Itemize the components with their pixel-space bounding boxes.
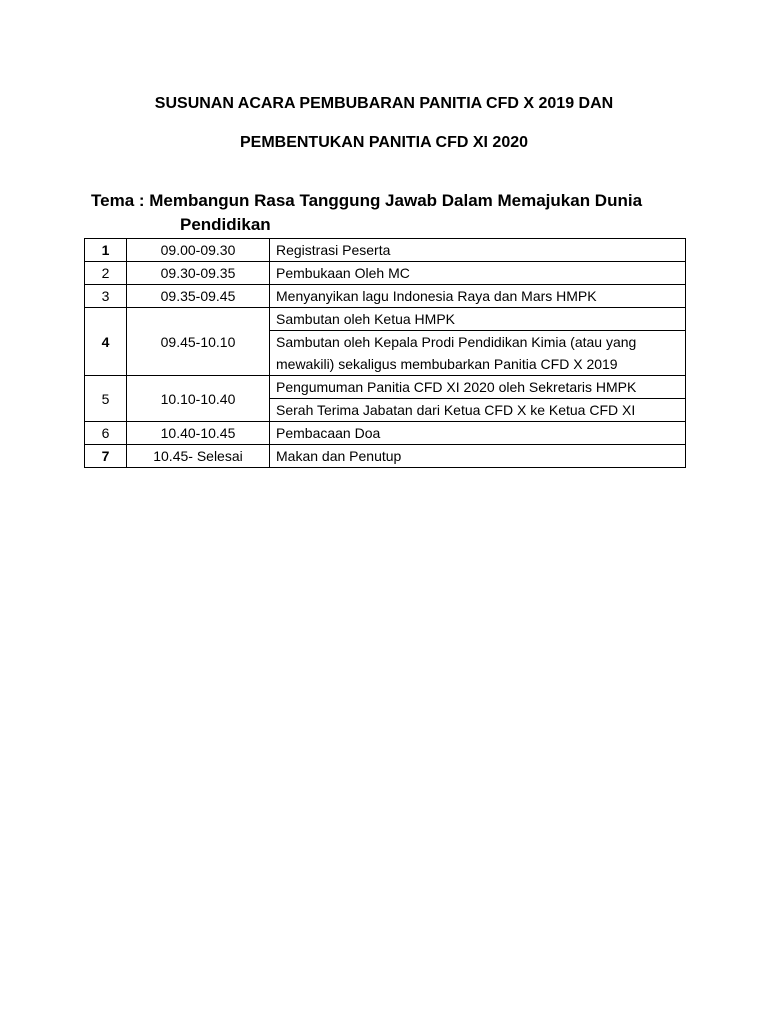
table-row	[85, 376, 686, 399]
title-line-2: PEMBENTUKAN PANITIA CFD XI 2020	[239, 134, 529, 151]
row-activity: Pembukaan Oleh MC	[270, 262, 686, 285]
row-number: 3	[85, 285, 127, 308]
row-time: 09.00-09.30	[127, 239, 270, 262]
row-activity: Registrasi Peserta	[270, 239, 686, 262]
row-number: 6	[85, 422, 127, 445]
table-row	[85, 308, 686, 331]
row-number: 5	[85, 376, 127, 422]
row-number: 4	[85, 308, 127, 376]
row-activity: Menyanyikan lagu Indonesia Raya dan Mars HMPK	[270, 285, 686, 308]
theme	[91, 189, 642, 237]
row-activity: Sambutan oleh Ketua HMPK	[270, 308, 686, 331]
row-number: 1	[85, 239, 127, 262]
row-time: 10.10-10.40	[127, 376, 270, 422]
table-row	[85, 445, 686, 468]
row-number: 2	[85, 262, 127, 285]
row-time: 10.40-10.45	[127, 422, 270, 445]
row-activity: Pembacaan Doa	[270, 422, 686, 445]
table-row	[85, 285, 686, 308]
row-activity: Serah Terima Jabatan dari Ketua CFD X ke Ketua CFD XI	[270, 399, 686, 422]
row-activity: Pengumuman Panitia CFD XI 2020 oleh Sekretaris HMPK	[270, 376, 686, 399]
row-time: 09.35-09.45	[127, 285, 270, 308]
row-number: 7	[85, 445, 127, 468]
schedule-table	[84, 238, 686, 468]
row-activity: Sambutan oleh Kepala Prodi Pendidikan Kimia (atau yang mewakili) sekaligus membubarkan Panitia CFD X 2019	[270, 331, 686, 376]
row-time: 09.30-09.35	[127, 262, 270, 285]
theme-line-1: Tema : Membangun Rasa Tanggung Jawab Dalam Memajukan Dunia	[91, 191, 643, 210]
table-row	[85, 262, 686, 285]
theme-line-2: Pendidikan	[180, 215, 271, 234]
title-line-1: SUSUNAN ACARA PEMBUBARAN PANITIA CFD X 2019 DAN	[154, 95, 614, 112]
row-time: 09.45-10.10	[127, 308, 270, 376]
row-time: 10.45- Selesai	[127, 445, 270, 468]
table-row	[85, 239, 686, 262]
table-row	[85, 422, 686, 445]
row-activity: Makan dan Penutup	[270, 445, 686, 468]
